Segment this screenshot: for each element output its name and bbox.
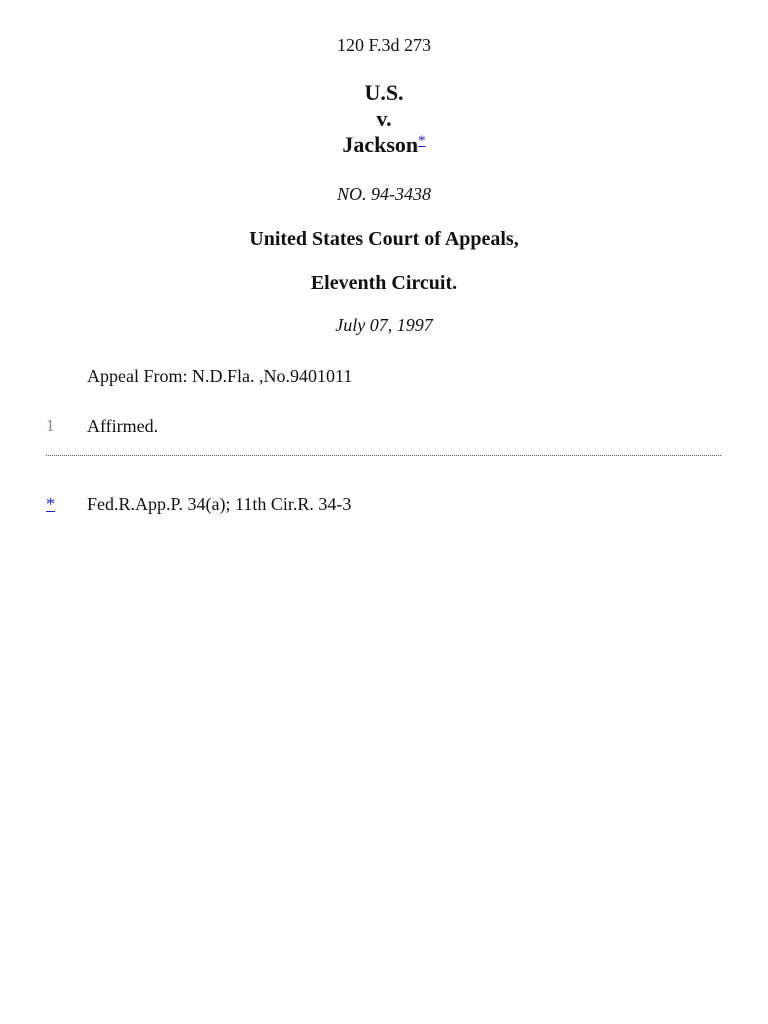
footnote-marker-link[interactable]: * [46, 494, 55, 514]
court-name: United States Court of Appeals, [249, 228, 519, 250]
case-citation: 120 F.3d 273 [336, 35, 432, 55]
appeal-from: Appeal From: N.D.Fla. ,No.9401011 [87, 366, 353, 386]
docket-number: NO. 94-3438 [337, 184, 431, 204]
decision-date: July 07, 1997 [335, 315, 433, 335]
footnote-text: Fed.R.App.P. 34(a); 11th Cir.R. 34-3 [87, 494, 352, 514]
party-one: U.S. [364, 80, 404, 105]
paragraph-text: Affirmed. [87, 416, 159, 436]
party-two-line [0, 132, 768, 158]
circuit-name: Eleventh Circuit. [310, 272, 458, 294]
footnote-ref-link[interactable]: * [418, 133, 426, 149]
party-two: Jackson [342, 132, 419, 157]
paragraph-number: 1 [46, 416, 55, 435]
footnote-divider [46, 455, 721, 456]
case-title [0, 80, 768, 158]
versus-label: v. [376, 106, 392, 131]
